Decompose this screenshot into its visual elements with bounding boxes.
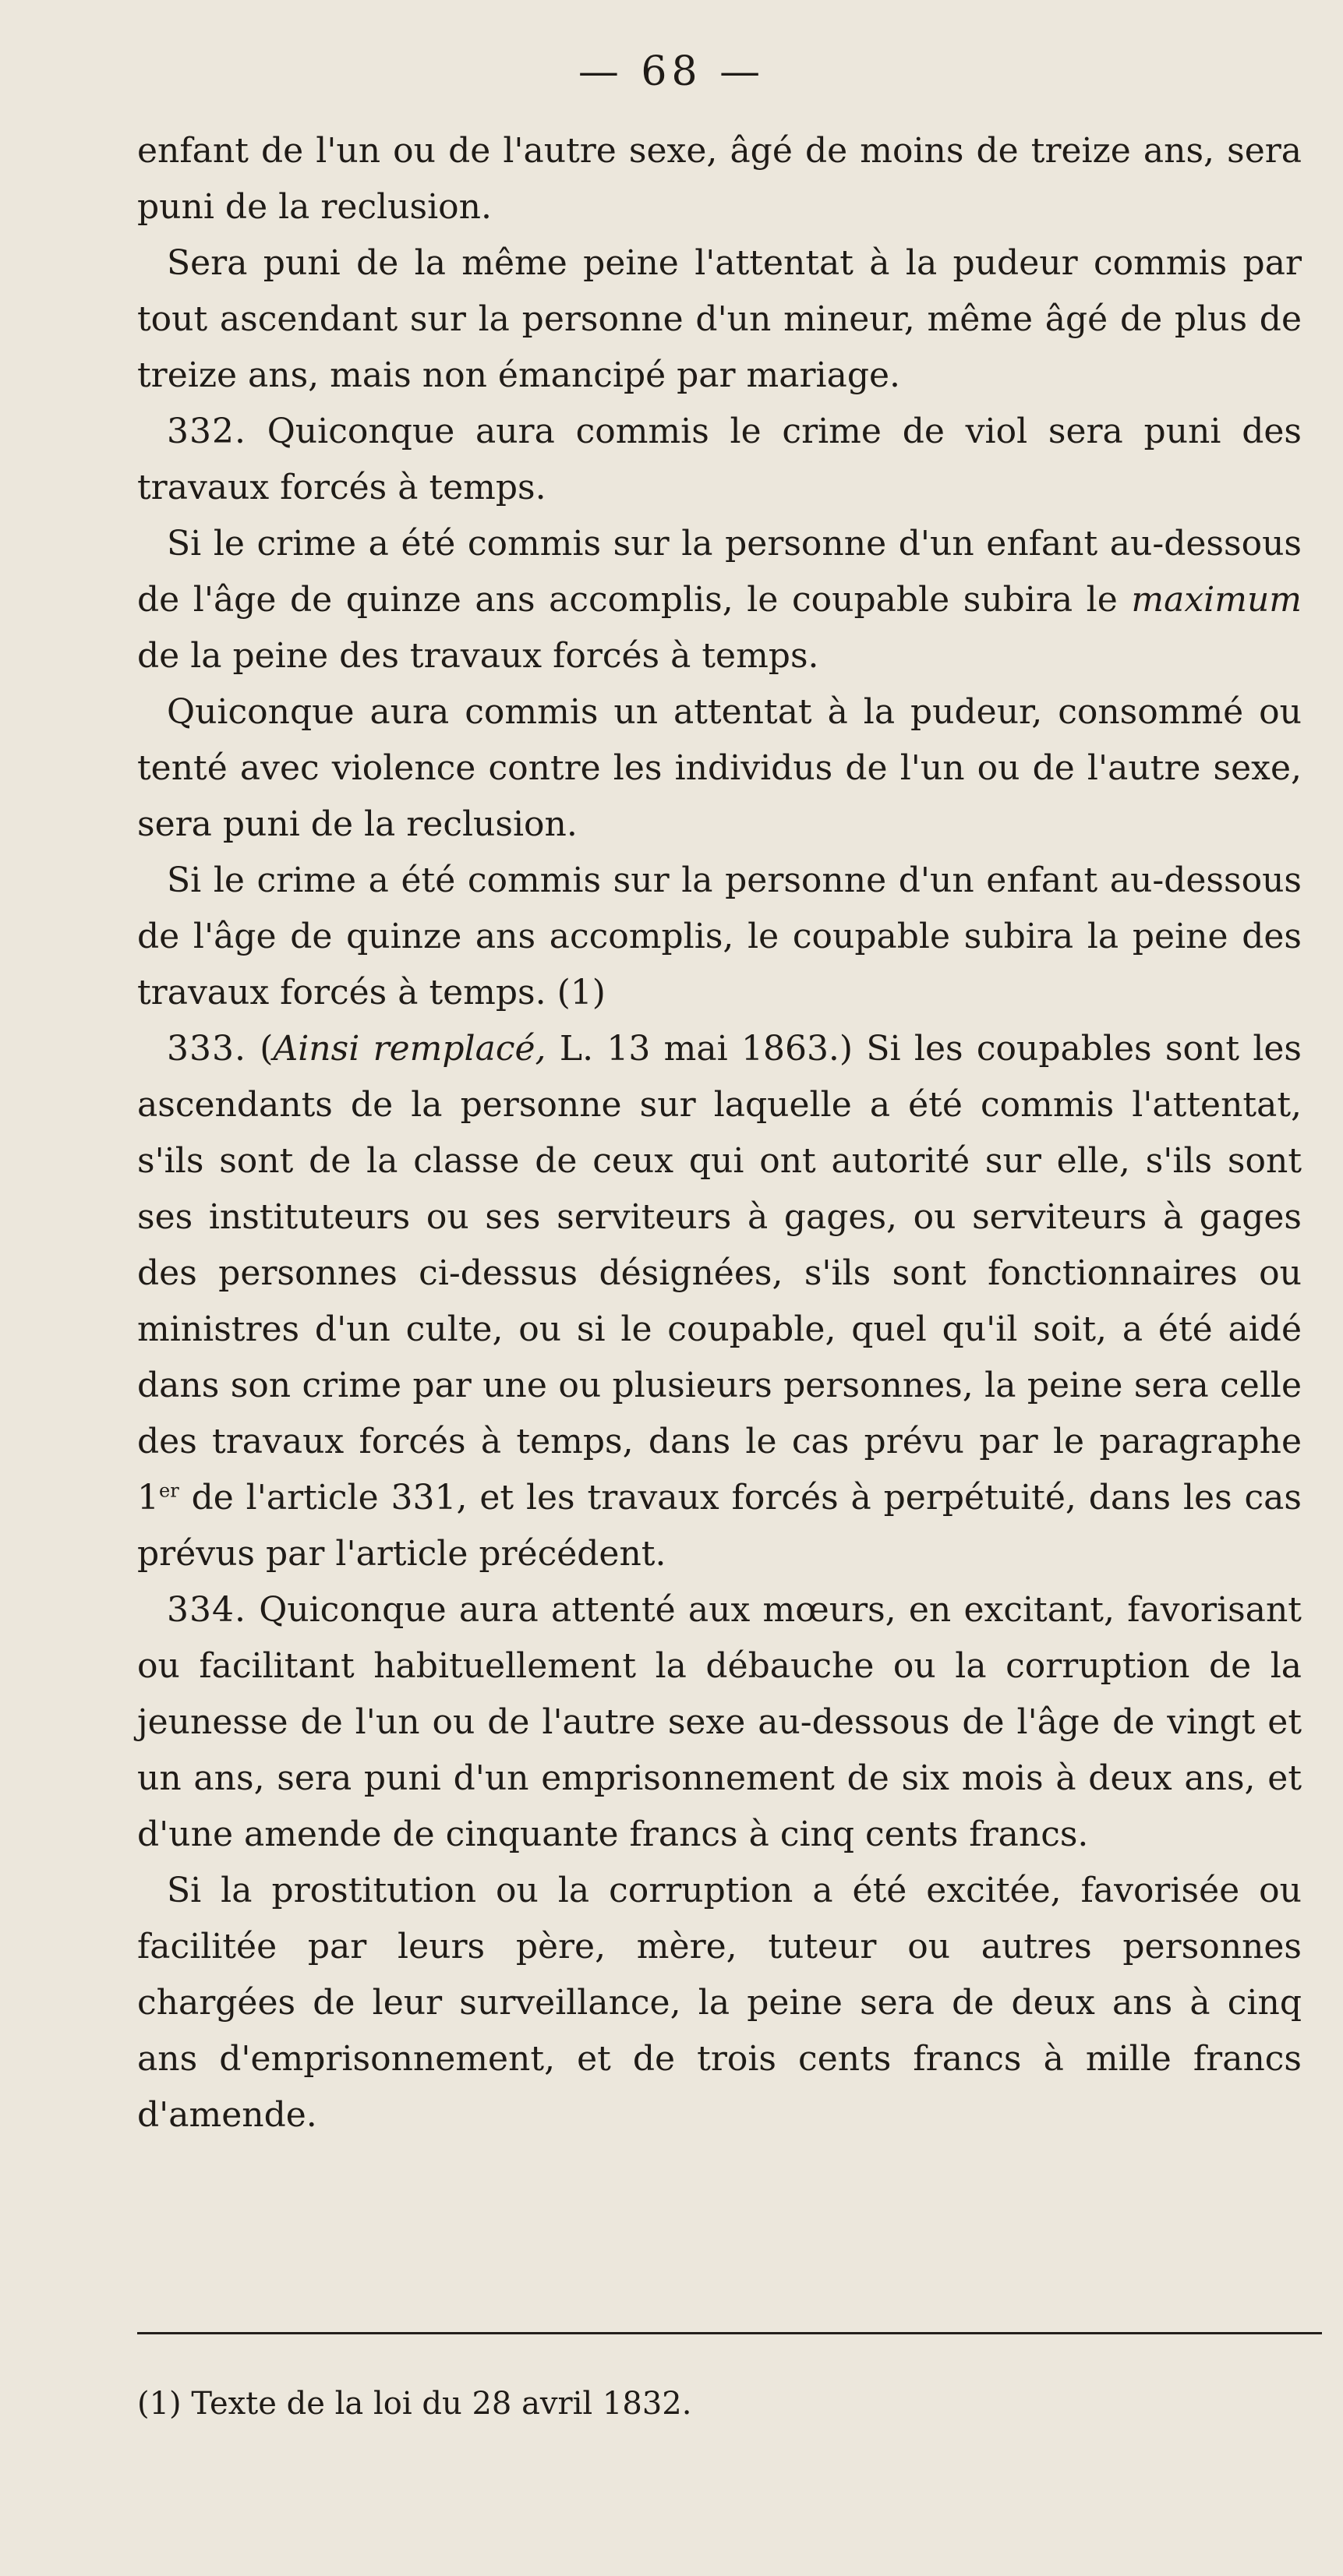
paragraph-text: Si la prostitution ou la corruption a été excitée, favorisée ou facilitée par leurs père, mère, tuteur ou autres personnes chargées de leur surveillance, la peine sera de deux ans à cinq ans d'emprisonnement, et de trois cents francs à mille francs d'amende.: [137, 1871, 1302, 2135]
paragraph-text: Sera puni de la même peine l'attentat à la pudeur commis par tout ascendant sur la personne d'un mineur, même âgé de plus de treize ans, mais non émancipé par mariage.: [137, 243, 1302, 395]
paragraph-1: [137, 123, 1302, 235]
article-334: [137, 1582, 1302, 1863]
paragraph-text: Quiconque aura attenté aux mœurs, en excitant, favorisant ou facilitant habituellement la débauche ou la corruption de la jeunesse de l'un ou de l'autre sexe au-dessous de l'âge de vingt et un ans, sera puni d'un emprisonnement de six mois à deux ans, et d'une amende de cinquante francs à cinq cents francs.: [137, 1590, 1302, 1854]
paragraph-text: de l'article 331, et les travaux forcés à perpétuité, dans les cas prévus par l'article précédent.: [137, 1478, 1302, 1574]
italic-term: maximum: [1131, 580, 1302, 620]
article-333: [137, 1021, 1302, 1582]
paragraph-4: [137, 516, 1302, 684]
ordinal-superscript: er: [159, 1479, 179, 1502]
body-text: [137, 123, 1302, 2143]
paragraph-9: [137, 1863, 1302, 2143]
paragraph-text: Si le crime a été commis sur la personne d'un enfant au-dessous de l'âge de quinze ans accomplis, le coupable subira la peine des travaux forcés à temps. (1): [137, 860, 1302, 1012]
article-332: [137, 404, 1302, 516]
article-number: 334.: [167, 1590, 246, 1630]
paragraph-text: enfant de l'un ou de l'autre sexe, âgé de moins de treize ans, sera puni de la reclusion.: [137, 131, 1302, 227]
footnote-divider: [137, 2332, 1322, 2334]
paragraph-5: [137, 684, 1302, 853]
paragraph-6: [137, 853, 1302, 1021]
amendment-reference: L. 13 mai 1863.): [559, 1029, 854, 1069]
paragraph-text: Si le crime a été commis sur la personne d'un enfant au-dessous de l'âge de quinze ans accomplis, le coupable subira le: [137, 524, 1302, 620]
paragraph-text: Quiconque aura commis le crime de viol sera puni des travaux forcés à temps.: [137, 412, 1302, 507]
article-number: 333.: [167, 1029, 246, 1069]
footnote: (1) Texte de la loi du 28 avril 1832.: [137, 2386, 692, 2422]
paragraph-text: Quiconque aura commis un attentat à la pudeur, consommé ou tenté avec violence contre les individus de l'un ou de l'autre sexe, sera puni de la reclusion.: [137, 692, 1302, 844]
article-number: 332.: [167, 412, 246, 451]
amendment-note: Ainsi remplacé,: [273, 1029, 546, 1069]
page-number: — 68 —: [578, 48, 765, 95]
amendment-open-paren: (: [260, 1029, 274, 1069]
paragraph-text: de la peine des travaux forcés à temps.: [137, 636, 819, 676]
paragraph-text: Si les coupables sont les ascendants de la personne sur laquelle a été commis l'attentat, s'ils sont de la classe de ceux qui ont autorité sur elle, s'ils sont ses instituteurs ou ses serviteurs à gages, ou serviteurs à gages des personnes ci-dessus désignées, s'ils sont fonctionnaires ou ministres d'un culte, ou si le coupable, quel qu'il soit, a été aidé dans son crime par une ou plusieurs personnes, la peine sera celle des travaux forcés à temps, dans le cas prévu par le paragraphe 1: [137, 1029, 1302, 1518]
paragraph-2: [137, 235, 1302, 404]
